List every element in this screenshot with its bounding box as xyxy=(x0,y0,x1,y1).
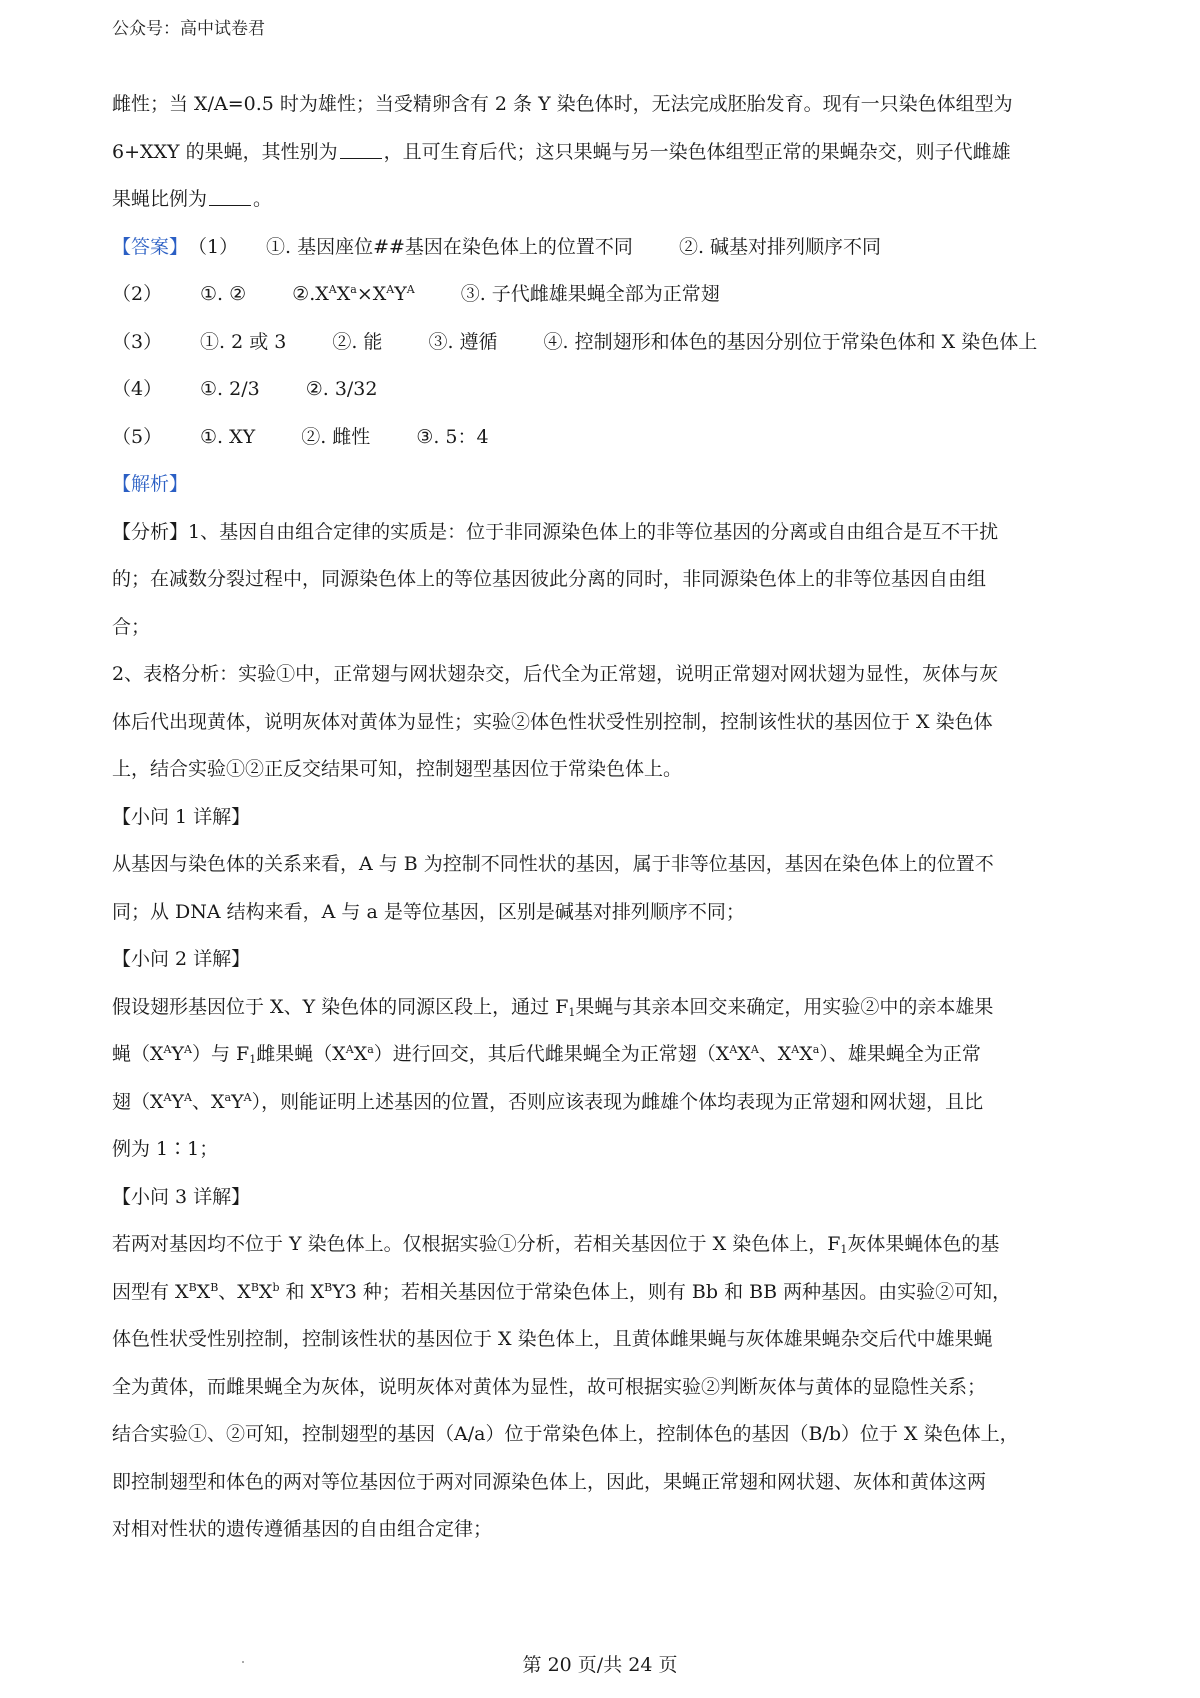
subquestion-3-l4: 全为黄体，而雌果蝇全为灰体，说明灰体对黄体为显性，故可根据实验②判断灰体与黄体的显隐性关系； xyxy=(112,1375,987,1398)
subquestion-1-l1: 从基因与染色体的关系来看，A 与 B 为控制不同性状的基因，属于非等位基因，基因在染色体上的位置不 xyxy=(112,853,994,875)
intro-line-3: 果蝇比例为 。 xyxy=(112,188,273,210)
subquestion-2-l2: 蝇$(X^AY^A)$与 $F_1$雌果蝇$(X^AX^a)$进行回交，其后代雌果蝇全为正常翅（$X^AX^A$、$X^AX^a$）、雄果蝇全为正常 xyxy=(112,1043,981,1066)
analysis-p2-l2: 体后代出现黄体，说明灰体对黄体为显性；实验②体色性状受性别控制，控制该性状的基因位于 X 染色体 xyxy=(112,710,993,733)
intro-line-1: 雌性；当 X/A=0.5 时为雄性；当受精卵含有 2 条 Y 染色体时，无法完成胚胎发育。现有一只染色体组型为 xyxy=(112,93,1013,115)
answer-q1: 【答案】（1） ①. 基因座位##基因在染色体上的位置不同 ②. 碱基对排列顺序不同 xyxy=(112,235,882,258)
subquestion-3-l1: 若两对基因均不位于 Y 染色体上。仅根据实验①分析，若相关基因位于 X 染色体上，$F_1$灰体果蝇体色的基 xyxy=(112,1233,1000,1256)
watermark-header: 公众号：高中试卷君 xyxy=(112,19,265,39)
answer-q4: （4） ①. 2/3 ②. 3/32 xyxy=(112,378,378,400)
analysis-p1-l2: 的；在减数分裂过程中，同源染色体上的等位基因彼此分离的同时，非同源染色体上的非等位基因自由组 xyxy=(112,568,987,590)
analysis-tag: 【解析】 xyxy=(112,473,189,495)
analysis-p1-l1: 【分析】1、基因自由组合定律的实质是：位于非同源染色体上的非等位基因的分离或自由组合是互不干扰 xyxy=(112,520,999,543)
subquestion-3-title: 【小问 3 详解】 xyxy=(112,1185,251,1208)
analysis-p2-l1: 2、表格分析：实验①中，正常翅与网状翅杂交，后代全为正常翅，说明正常翅对网状翅为显性，灰体与灰 xyxy=(112,663,999,685)
subquestion-3-l5: 结合实验①、②可知，控制翅型的基因（A/a）位于常染色体上，控制体色的基因（B/b）位于 X 染色体上， xyxy=(112,1423,1019,1445)
answer-blank xyxy=(209,189,251,206)
answer-q3: （3） ①. 2 或 3 ②. 能 ③. 遵循 ④. 控制翅形和体色的基因分别位于常染色体和 X 染色体上 xyxy=(112,330,1038,353)
answer-q2: （2） ①. ② $②.X^AX^a\times X^AY^A$ ③. 子代雌雄果蝇全部为正常翅 xyxy=(112,283,720,305)
analysis-p1-l3: 合； xyxy=(112,615,151,638)
subquestion-2-title: 【小问 2 详解】 xyxy=(112,948,251,970)
intro-line-2: 6+XXY 的果蝇，其性别为 ，且可生育后代；这只果蝇与另一染色体组型正常的果蝇杂交，则子代雌雄 xyxy=(112,140,1011,163)
analysis-p2-l3: 上，结合实验①②正反交结果可知，控制翅型基因位于常染色体上。 xyxy=(112,758,683,780)
subquestion-3-l7: 对相对性状的遗传遵循基因的自由组合定律； xyxy=(112,1518,493,1540)
page-number-footer: 第 20 页/共 24 页 xyxy=(522,1654,678,1676)
subquestion-1-title: 【小问 1 详解】 xyxy=(112,805,251,828)
subquestion-2-l1: 假设翅形基因位于 X、Y 染色体的同源区段上，通过 $F_1$果蝇与其亲本回交来确定，用实验②中的亲本雄果 xyxy=(112,995,994,1019)
answer-blank xyxy=(340,142,382,159)
document-body xyxy=(112,92,1097,1565)
answer-tag: 【答案】 xyxy=(112,235,189,258)
answer-q5: （5） ①. XY ②. 雌性 ③. 5：4 xyxy=(112,425,489,448)
subquestion-3-l6: 即控制翅型和体色的两对等位基因位于两对同源染色体上，因此，果蝇正常翅和网状翅、灰体和黄体这两 xyxy=(112,1470,987,1493)
subquestion-1-l2: 同；从 DNA 结构来看，A 与 a 是等位基因，区别是碱基对排列顺序不同； xyxy=(112,900,745,923)
subquestion-3-l3: 体色性状受性别控制，控制该性状的基因位于 X 染色体上，且黄体雌果蝇与灰体雄果蝇杂交后代中雄果蝇 xyxy=(112,1328,993,1350)
subquestion-2-l4: 例为 1∶1； xyxy=(112,1138,219,1160)
subquestion-3-l2: 因型有 $X^BX^B$、$X^BX^b$ 和 $X^BY3$ 种；若相关基因位于常染色体上，则有 Bb 和 BB 两种基因。由实验②可知， xyxy=(112,1280,1012,1303)
subquestion-2-l3: 翅（$X^AY^A$、$X^aY^A$），则能证明上述基因的位置，否则应该表现为雌雄个体均表现为正常翅和网状翅，且比 xyxy=(112,1090,984,1113)
